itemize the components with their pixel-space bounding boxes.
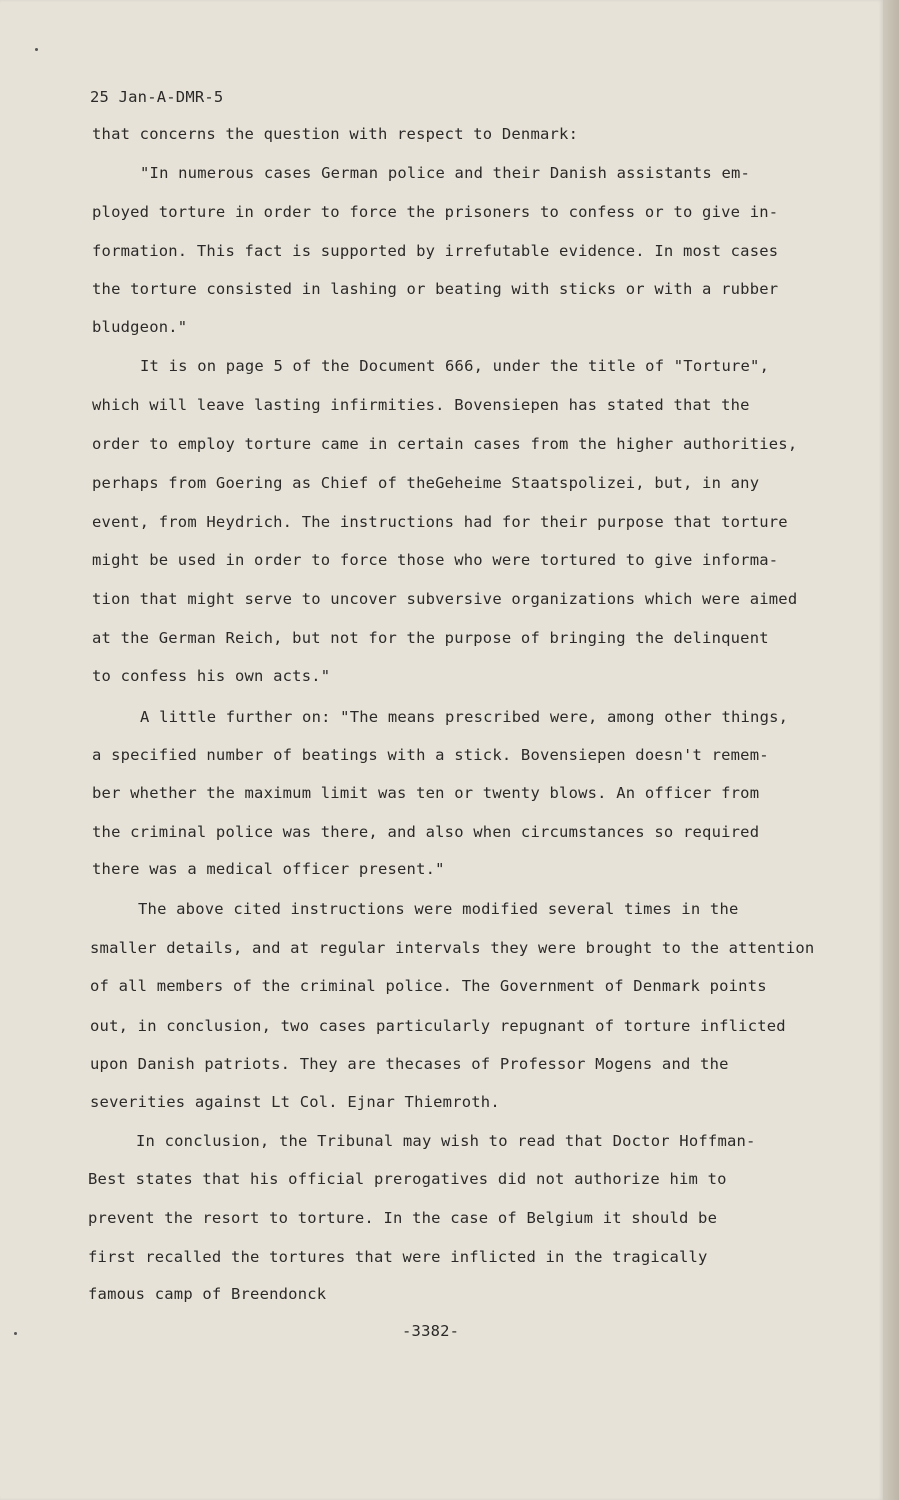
- text-line: ber whether the maximum limit was ten or twenty blows. An officer from: [92, 784, 760, 802]
- document-header: 25 Jan-A-DMR-5: [90, 88, 224, 106]
- text-line: to confess his own acts.": [92, 667, 331, 685]
- text-line: a specified number of beatings with a stick. Bovensiepen doesn't remem-: [92, 746, 769, 764]
- punch-mark: [35, 48, 38, 51]
- text-line: order to employ torture came in certain cases from the higher authorities,: [92, 435, 798, 453]
- text-line: perhaps from Goering as Chief of theGeheime Staatspolizei, but, in any: [92, 474, 760, 492]
- page-edge: [883, 0, 899, 1500]
- page-number: -3382-: [402, 1322, 460, 1340]
- text-line: In conclusion, the Tribunal may wish to read that Doctor Hoffman-: [136, 1132, 756, 1150]
- text-line: ployed torture in order to force the prisoners to confess or to give in-: [92, 203, 779, 221]
- text-line: A little further on: "The means prescribed were, among other things,: [140, 708, 789, 726]
- text-line: that concerns the question with respect to Denmark:: [92, 125, 579, 143]
- text-line: smaller details, and at regular intervals they were brought to the attention: [90, 939, 815, 957]
- text-line: out, in conclusion, two cases particularly repugnant of torture inflicted: [90, 1017, 786, 1035]
- text-line: "In numerous cases German police and their Danish assistants em-: [140, 164, 751, 182]
- text-line: first recalled the tortures that were inflicted in the tragically: [88, 1248, 708, 1266]
- punch-mark: [14, 1332, 17, 1335]
- text-line: of all members of the criminal police. The Government of Denmark points: [90, 977, 767, 995]
- text-line: which will leave lasting infirmities. Bovensiepen has stated that the: [92, 396, 750, 414]
- text-line: at the German Reich, but not for the purpose of bringing the delinquent: [92, 629, 769, 647]
- text-line: the torture consisted in lashing or beating with sticks or with a rubber: [92, 280, 779, 298]
- text-line: severities against Lt Col. Ejnar Thiemroth.: [90, 1093, 500, 1111]
- text-line: might be used in order to force those who were tortured to give informa-: [92, 551, 779, 569]
- text-line: prevent the resort to torture. In the case of Belgium it should be: [88, 1209, 718, 1227]
- text-line: formation. This fact is supported by irrefutable evidence. In most cases: [92, 242, 779, 260]
- text-line: bludgeon.": [92, 318, 188, 336]
- text-line: tion that might serve to uncover subversive organizations which were aimed: [92, 590, 798, 608]
- text-line: The above cited instructions were modified several times in the: [138, 900, 739, 918]
- text-line: Best states that his official prerogatives did not authorize him to: [88, 1170, 727, 1188]
- text-line: there was a medical officer present.": [92, 860, 445, 878]
- text-line: famous camp of Breendonck: [88, 1285, 327, 1303]
- text-line: event, from Heydrich. The instructions had for their purpose that torture: [92, 513, 788, 531]
- text-line: upon Danish patriots. They are thecases of Professor Mogens and the: [90, 1055, 729, 1073]
- text-line: It is on page 5 of the Document 666, under the title of "Torture",: [140, 357, 770, 375]
- text-line: the criminal police was there, and also when circumstances so required: [92, 823, 760, 841]
